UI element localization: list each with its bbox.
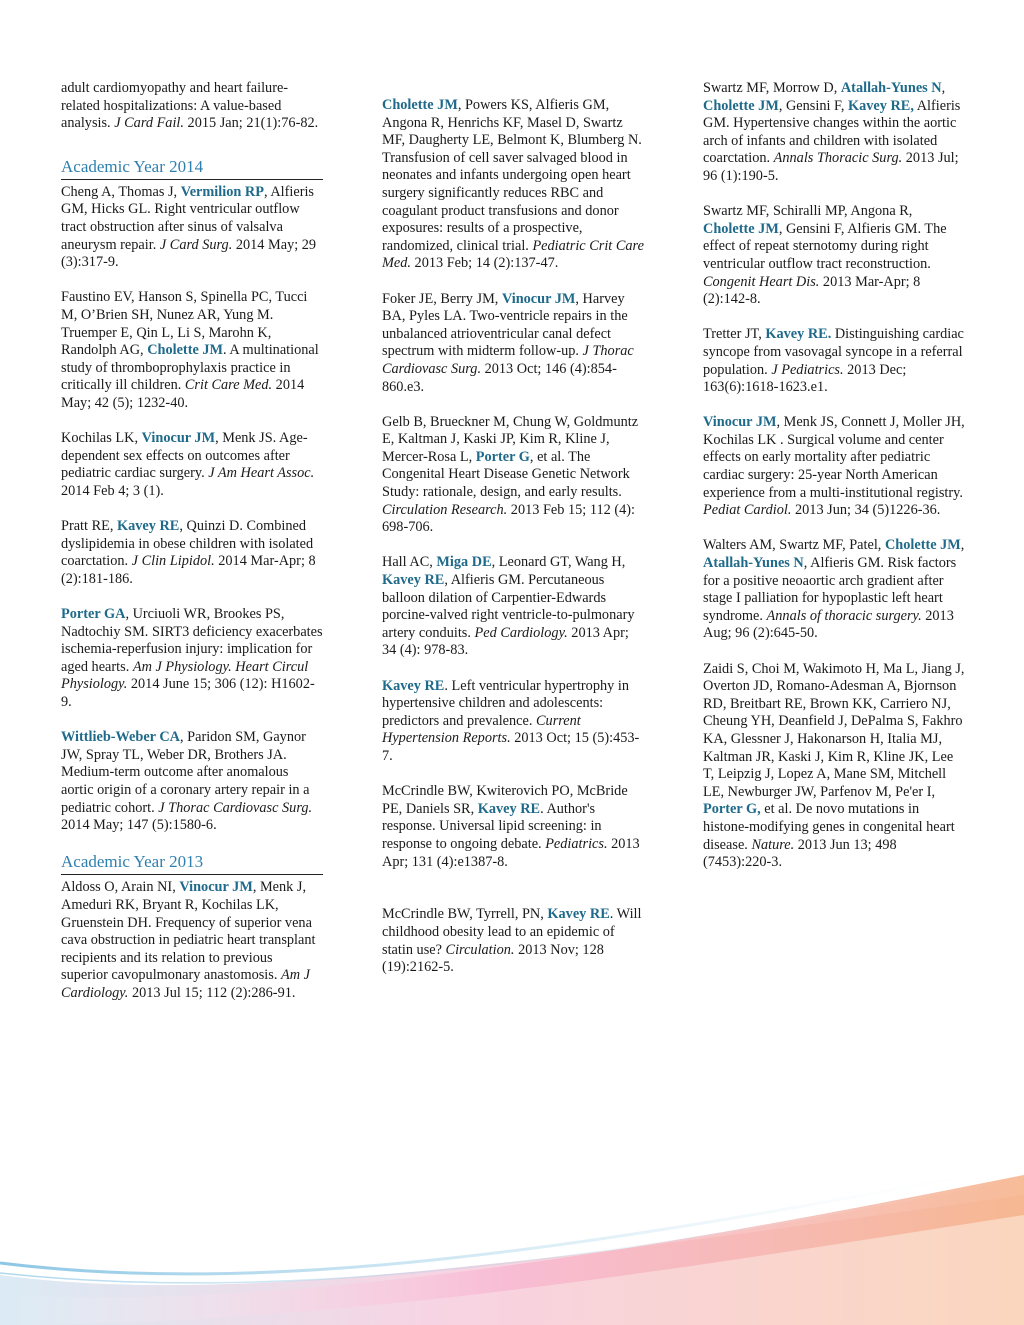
author-highlight: Kavey RE.	[765, 326, 832, 343]
author-highlight: Vinocur JM	[141, 430, 216, 447]
journal-title: J Thorac Cardiovasc Surg.	[382, 343, 634, 377]
citation-text: . A multinational study of thromboprophylaxis practice in critically ill children.	[61, 342, 319, 394]
decorative-swoosh-banner	[0, 1155, 1024, 1325]
citation-entry	[61, 80, 323, 133]
author-highlight: Kavey RE	[382, 572, 445, 589]
citation-text: McCrindle BW, Tyrrell, PN,	[382, 906, 548, 923]
citation-text: Gelb B, Brueckner M, Chung W, Goldmuntz E, Kaltman J, Kaski JP, Kim R, Kline J, Mercer-Rosa L,	[382, 413, 639, 465]
citation-entry	[382, 783, 644, 871]
citation-text: , et al. The Congenital Heart Disease Genetic Network Study: rationale, design, and early results.	[382, 448, 630, 501]
author-highlight: Vinocur JM	[501, 290, 576, 307]
journal-title: Congenit Heart Dis.	[703, 273, 820, 290]
citation-text: , Menk J, Ameduri RK, Bryant R, Kochilas LK, Gruenstein DH. Frequency of superior vena cava obstruction in pediatric heart transplant recipients and its relation to previous superior cavopulmonary anastomosis.	[61, 879, 316, 984]
citation-text: 2013 Aug; 96 (2):645-50.	[703, 607, 954, 642]
citation-text: 2013 Dec; 163(6):1618-1623.e1.	[703, 361, 907, 396]
author-highlight: Cholette JM	[703, 97, 779, 114]
citation-text: , Menk JS. Age-dependent sex effects on outcomes after pediatric cardiac surgery.	[61, 430, 308, 482]
journal-title: J Thorac Cardiovasc Surg.	[158, 799, 313, 816]
citation-text: Aldoss O, Arain NI,	[61, 879, 180, 896]
author-highlight: Cholette JM	[382, 97, 458, 113]
author-highlight: Vinocur JM	[703, 414, 777, 431]
citation-text: , Leonard GT, Wang H,	[491, 554, 626, 571]
journal-title: J Card Surg.	[159, 236, 233, 253]
citation-text: . Author's response. Universal lipid screening: in response to ongoing debate.	[382, 800, 602, 852]
author-highlight: Kavey RE	[117, 518, 180, 535]
citation-entry	[703, 414, 965, 520]
citation-entry	[61, 184, 323, 272]
citation-text: , Harvey BA, Pyles LA. Two-ventricle repairs in the unbalanced atrioventricular canal defect spectrum with midterm follow-up.	[382, 290, 628, 360]
citation-text: 2013 Mar-Apr; 8 (2):142-8.	[703, 273, 921, 308]
citation-entry	[382, 678, 644, 766]
citation-text: 2013 Oct; 146 (4):854-860.e3.	[382, 360, 617, 395]
journal-title: Current Hypertension Reports.	[382, 712, 581, 747]
column-middle	[382, 97, 644, 994]
author-highlight: Wittlieb-Weber CA	[61, 729, 180, 746]
section-heading	[61, 157, 323, 180]
citation-text: ,	[941, 80, 946, 96]
citation-text: 2013 Nov; 128 (19):2162-5.	[382, 941, 604, 976]
citation-text: , Menk JS, Connett J, Moller JH, Kochilas LK . Surgical volume and center effects on early mortality after pediatric cardiac surgery: 25-year North American experience from a multi-institutional registry.	[703, 414, 965, 501]
author-highlight: Cholette JM	[884, 537, 961, 554]
citation-text: , Alfieris GM. Percutaneous balloon dilation of Carpentier-Edwards porcine-valved right ventricle-to-pulmonary artery conduits.	[382, 572, 635, 641]
citation-entry	[382, 291, 644, 397]
journal-title: Crit Care Med.	[184, 377, 273, 394]
journal-title: Annals Thoracic Surg.	[773, 150, 903, 167]
section-title: Academic Year 2013	[61, 852, 204, 872]
citation-text: , Quinzi D. Combined dyslipidemia in obese children with isolated coarctation.	[61, 518, 314, 570]
citation-text: , Gensini F, Alfieris GM. The effect of repeat sternotomy during right ventricular outflow tract reconstruction.	[703, 220, 947, 272]
author-highlight: Cholette JM	[147, 342, 224, 359]
citation-entry	[703, 661, 965, 872]
spacer	[382, 889, 644, 907]
citation-text: 2014 May; 42 (5); 1232-40.	[61, 377, 305, 411]
citation-entry	[703, 537, 965, 643]
citation-text: 2013 Oct; 15 (5):453-7.	[382, 730, 640, 764]
journal-title: Circulation.	[445, 941, 515, 958]
journal-title: Am J Physiology. Heart Circul Physiology.	[61, 658, 309, 693]
author-highlight: Vermilion RP	[180, 183, 264, 200]
author-highlight: Porter G,	[703, 801, 761, 818]
citation-entry	[61, 518, 323, 588]
section-divider	[61, 179, 323, 180]
citation-entry	[382, 414, 644, 537]
citation-text: 2013 Jun 13; 498 (7453):220-3.	[703, 836, 897, 871]
author-highlight: Kavey RE,	[847, 97, 914, 114]
citation-entry	[703, 203, 965, 309]
section-divider	[61, 874, 323, 875]
citation-text: Cheng A, Thomas J,	[61, 183, 181, 200]
citation-text: Distinguishing cardiac syncope from vasovagal syncope in a referral population.	[703, 326, 964, 378]
citation-text: 2014 June 15; 306 (12): H1602-9.	[61, 676, 315, 710]
citation-text: Zaidi S, Choi M, Wakimoto H, Ma L, Jiang J, Overton JD, Romano-Adesman A, Bjornson RD, Breitbart RE, Brown KK, Carriero NJ, Cheung YH, Deanfield J, DePalma S, Fakhro KA, Glessner J, Hakonarson H, Italia MJ, Kaltman JR, Kaski J, Kim R, Kline JK, Lee T, Leipzig J, Lopez A, Mane SM, Mitchell LE, Newburger JW, Parfenov M, Pe'er I,	[703, 660, 965, 800]
author-highlight: Vinocur JM	[179, 879, 253, 896]
citation-text: , Paridon SM, Gaynor JW, Spray TL, Weber DR, Brothers JA. Medium-term outcome after anomalous aortic origin of a coronary artery repair in a pediatric cohort.	[61, 729, 310, 816]
citation-text: 2014 Mar-Apr; 8 (2):181-186.	[61, 553, 316, 587]
author-highlight: Porter G	[475, 448, 530, 465]
citation-text: , Powers KS, Alfieris GM, Angona R, Henrichs KF, Masel D, Swartz MF, Daugherty LE, Belmont K, Blumberg N. Transfusion of cell saver salvaged blood in neonates and infants undergoing open heart surgery significantly reduces RBC and coagulant product transfusions and donor exposures: results of a prospective, randomized, clinical trial.	[382, 97, 642, 254]
journal-title: Ped Cardiology.	[474, 624, 568, 641]
citation-text: ,	[960, 537, 965, 554]
journal-title: Pediat Cardiol.	[703, 502, 792, 519]
journal-title: Circulation Research.	[382, 501, 508, 518]
citation-text: 2013 Jun; 34 (5)1226-36.	[791, 502, 941, 519]
journal-title: Annals of thoracic surgery.	[766, 607, 922, 624]
citation-entry	[61, 606, 323, 712]
journal-title: Pediatric Crit Care Med.	[382, 237, 644, 272]
citation-text: Tretter JT,	[703, 326, 766, 343]
section-title: Academic Year 2014	[61, 156, 204, 176]
author-highlight: Porter GA	[61, 606, 126, 623]
citation-text: Kochilas LK,	[61, 430, 142, 447]
citation-entry	[703, 326, 965, 396]
journal-title: J Pediatrics.	[771, 361, 844, 378]
column-left	[61, 80, 323, 1020]
citation-text: 2015 Jan; 21(1):76-82.	[183, 115, 319, 132]
citation-text: McCrindle BW, Kwiterovich PO, McBride PE, Daniels SR,	[382, 783, 628, 817]
author-highlight: Kavey RE	[547, 906, 610, 923]
citation-text: Hall AC,	[382, 554, 437, 571]
citation-entry	[703, 80, 965, 186]
journal-title: J Clin Lipidol.	[131, 553, 215, 570]
author-highlight: Atallah-Yunes N	[840, 80, 942, 96]
citation-text: et al. De novo mutations in histone-modifying genes in congenital heart disease.	[703, 801, 955, 853]
citation-text: , Alfieris GM, Hicks GL. Right ventricular outflow tract obstruction after sinus of valsalva aneurysm repair.	[61, 183, 314, 253]
citation-text: Swartz MF, Morrow D,	[703, 80, 841, 96]
journal-title: J Am Heart Assoc.	[208, 465, 315, 482]
journal-title: J Card Fail.	[114, 115, 184, 132]
author-highlight: Kavey RE	[477, 800, 541, 817]
citation-text: Foker JE, Berry JM,	[382, 290, 502, 307]
journal-title: Am J Cardiology.	[61, 967, 310, 1001]
citation-text: 2013 Jul; 96 (1):190-5.	[703, 150, 959, 184]
citation-text: Alfieris GM. Hypertensive changes within the aortic arch of infants and children with isolated coarctation.	[703, 97, 961, 167]
citation-text: 2013 Feb 15; 112 (4): 698-706.	[382, 501, 635, 536]
citation-entry	[382, 906, 644, 976]
column-right	[703, 80, 965, 889]
journal-title: Pediatrics.	[545, 835, 608, 852]
citation-text: , Urciuoli WR, Brookes PS, Nadtochiy SM. SIRT3 deficiency exacerbates ischemia-reperfusion injury: implication for aged hearts.	[61, 606, 323, 675]
citation-entry	[61, 729, 323, 835]
citation-text: 2014 May; 147 (5):1580-6.	[61, 817, 217, 834]
citation-text: . Left ventricular hypertrophy in hypertensive children and adolescents: predictors and prevalence.	[382, 677, 629, 729]
section-heading	[61, 852, 323, 875]
author-highlight: Cholette JM	[703, 220, 779, 237]
citation-text: adult cardiomyopathy and heart failure-related hospitalizations: A value-based analysis.	[61, 80, 289, 132]
citation-text: , Alfieris GM. Risk factors for a positive neoaortic arch gradient after stage I palliation for hypoplastic left heart syndrome.	[703, 555, 957, 624]
journal-title: Nature.	[751, 836, 795, 853]
author-highlight: Atallah-Yunes N	[703, 555, 804, 572]
citation-text: 2013 Feb; 14 (2):137-47.	[410, 255, 559, 272]
citation-entry	[61, 289, 323, 412]
citation-text: 2013 Jul 15; 112 (2):286-91.	[128, 984, 296, 1001]
citation-text: 2014 May; 29 (3):317-9.	[61, 236, 317, 271]
citation-text: Swartz MF, Schiralli MP, Angona R,	[703, 203, 913, 220]
citation-text: . Will childhood obesity lead to an epidemic of statin use?	[382, 906, 642, 958]
citation-entry	[382, 97, 644, 273]
citation-text: Walters AM, Swartz MF, Patel,	[703, 537, 885, 554]
citation-text: Faustino EV, Hanson S, Spinella PC, Tucci M, O’Brien SH, Nunez AR, Yung M. Truemper E, Qin L, Li S, Marohn K, Randolph AG,	[61, 289, 308, 359]
citation-text: 2014 Feb 4; 3 (1).	[61, 482, 164, 499]
citation-text: Pratt RE,	[61, 518, 117, 535]
author-highlight: Kavey RE	[382, 677, 445, 694]
citation-entry	[61, 879, 323, 1002]
citation-entry	[61, 430, 323, 500]
citation-text: , Gensini F,	[778, 97, 848, 114]
citation-entry	[382, 554, 644, 660]
citation-text: 2013 Apr; 131 (4):e1387-8.	[382, 835, 640, 870]
citation-text: 2013 Apr; 34 (4): 978-83.	[382, 624, 629, 659]
author-highlight: Miga DE	[436, 554, 492, 571]
